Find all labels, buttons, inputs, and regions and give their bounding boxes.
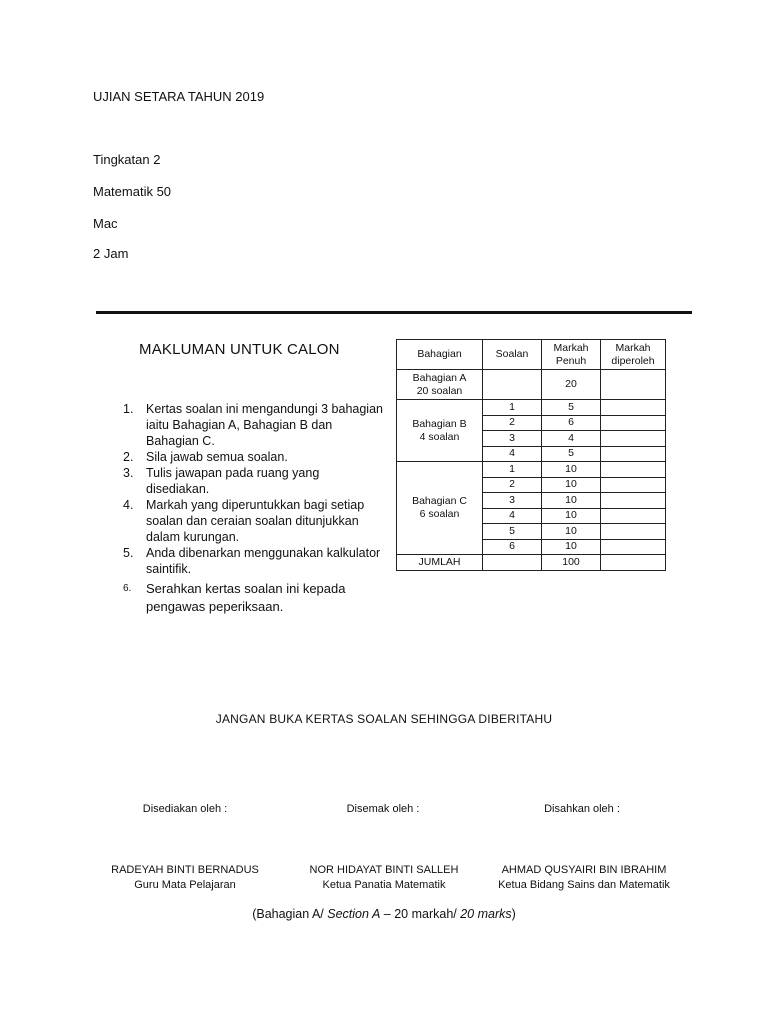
col-header-obtained: Markah diperoleh (601, 340, 666, 370)
list-item: 2. Sila jawab semua soalan. (123, 450, 288, 464)
prepared-by-title: Guru Mata Pelajaran (134, 879, 236, 891)
col-header-question: Soalan (483, 340, 542, 370)
prepared-by-label: Disediakan oleh : (142, 803, 228, 815)
full-marks-cell: 6 (542, 415, 601, 431)
question-cell: 2 (483, 477, 542, 493)
question-cell: 3 (483, 493, 542, 509)
total-full-marks: 100 (542, 555, 601, 571)
col-header-section: Bahagian (397, 340, 483, 370)
list-item: 3. Tulis jawapan pada ruang yang disediakan. (123, 466, 320, 496)
list-item: 6. Serahkan kertas soalan ini kepada pengawas peperiksaan. (123, 581, 346, 614)
question-cell: 4 (483, 508, 542, 524)
question-cell: 1 (483, 462, 542, 478)
question-cell: 3 (483, 431, 542, 447)
exam-title: UJIAN SETARA TAHUN 2019 (93, 89, 265, 104)
list-item: 1. Kertas soalan ini mengandungi 3 bahagian iaitu Bahagian A, Bahagian B dan Bahagian C. (123, 402, 383, 448)
table-row (397, 462, 666, 478)
section-b-cell: Bahagian B 4 soalan (397, 400, 483, 462)
prepared-by-signature (95, 863, 275, 893)
info-title: MAKLUMAN UNTUK CALON (139, 341, 340, 358)
marks-table (396, 339, 666, 571)
form-level: Tingkatan 2 (93, 152, 161, 167)
col-header-full-marks: Markah Penuh (542, 340, 601, 370)
total-row (397, 555, 666, 571)
full-marks-cell: 10 (542, 462, 601, 478)
obtained-cell (601, 539, 666, 555)
question-cell (483, 370, 542, 400)
total-label: JUMLAH (397, 555, 483, 571)
approved-by-name: AHMAD QUSYAIRI BIN IBRAHIM (501, 864, 667, 876)
obtained-cell (601, 431, 666, 447)
question-cell: 6 (483, 539, 542, 555)
full-marks-cell: 4 (542, 431, 601, 447)
checked-by-label: Disemak oleh : (346, 803, 420, 815)
obtained-cell (601, 415, 666, 431)
full-marks-cell: 5 (542, 400, 601, 416)
table-row (397, 400, 666, 416)
full-marks-cell: 20 (542, 370, 601, 400)
question-cell: 2 (483, 415, 542, 431)
subject-code: Matematik 50 (93, 184, 172, 199)
obtained-cell (601, 508, 666, 524)
obtained-cell (601, 524, 666, 540)
list-item: 4. Markah yang diperuntukkan bagi setiap soalan dan ceraian soalan ditunjukkan dalam kurungan. (123, 498, 365, 544)
checked-by-name: NOR HIDAYAT BINTI SALLEH (309, 864, 459, 876)
prepared-by-name: RADEYAH BINTI BERNADUS (111, 864, 259, 876)
instructions-list (120, 401, 385, 616)
approved-by-title: Ketua Bidang Sains dan Matematik (498, 879, 670, 891)
section-heading: (Bahagian A/ Section A – 20 markah/ 20 marks) (252, 907, 516, 921)
question-cell: 5 (483, 524, 542, 540)
table-row (397, 370, 666, 400)
obtained-cell (601, 493, 666, 509)
exam-duration: 2 Jam (93, 246, 129, 261)
question-cell: 1 (483, 400, 542, 416)
obtained-cell (601, 462, 666, 478)
full-marks-cell: 10 (542, 539, 601, 555)
section-a-cell: Bahagian A 20 soalan (397, 370, 483, 400)
full-marks-cell: 10 (542, 493, 601, 509)
section-c-cell: Bahagian C 6 soalan (397, 462, 483, 555)
table-header-row (397, 340, 666, 370)
list-item: 5. Anda dibenarkan menggunakan kalkulator saintifik. (123, 546, 381, 576)
full-marks-cell: 10 (542, 477, 601, 493)
approved-by-signature (481, 863, 687, 893)
obtained-cell (601, 370, 666, 400)
checked-by-title: Ketua Panatia Matematik (322, 879, 446, 891)
checked-by-signature (284, 863, 484, 893)
question-cell: 4 (483, 446, 542, 462)
obtained-cell (601, 477, 666, 493)
full-marks-cell: 5 (542, 446, 601, 462)
approved-by-label: Disahkan oleh : (544, 803, 620, 815)
question-cell (483, 555, 542, 571)
full-marks-cell: 10 (542, 508, 601, 524)
full-marks-cell: 10 (542, 524, 601, 540)
obtained-cell (601, 446, 666, 462)
divider-line (96, 311, 692, 314)
warning-text: JANGAN BUKA KERTAS SOALAN SEHINGGA DIBERITAHU (215, 712, 553, 726)
exam-month: Mac (93, 216, 118, 231)
obtained-cell (601, 400, 666, 416)
obtained-cell (601, 555, 666, 571)
